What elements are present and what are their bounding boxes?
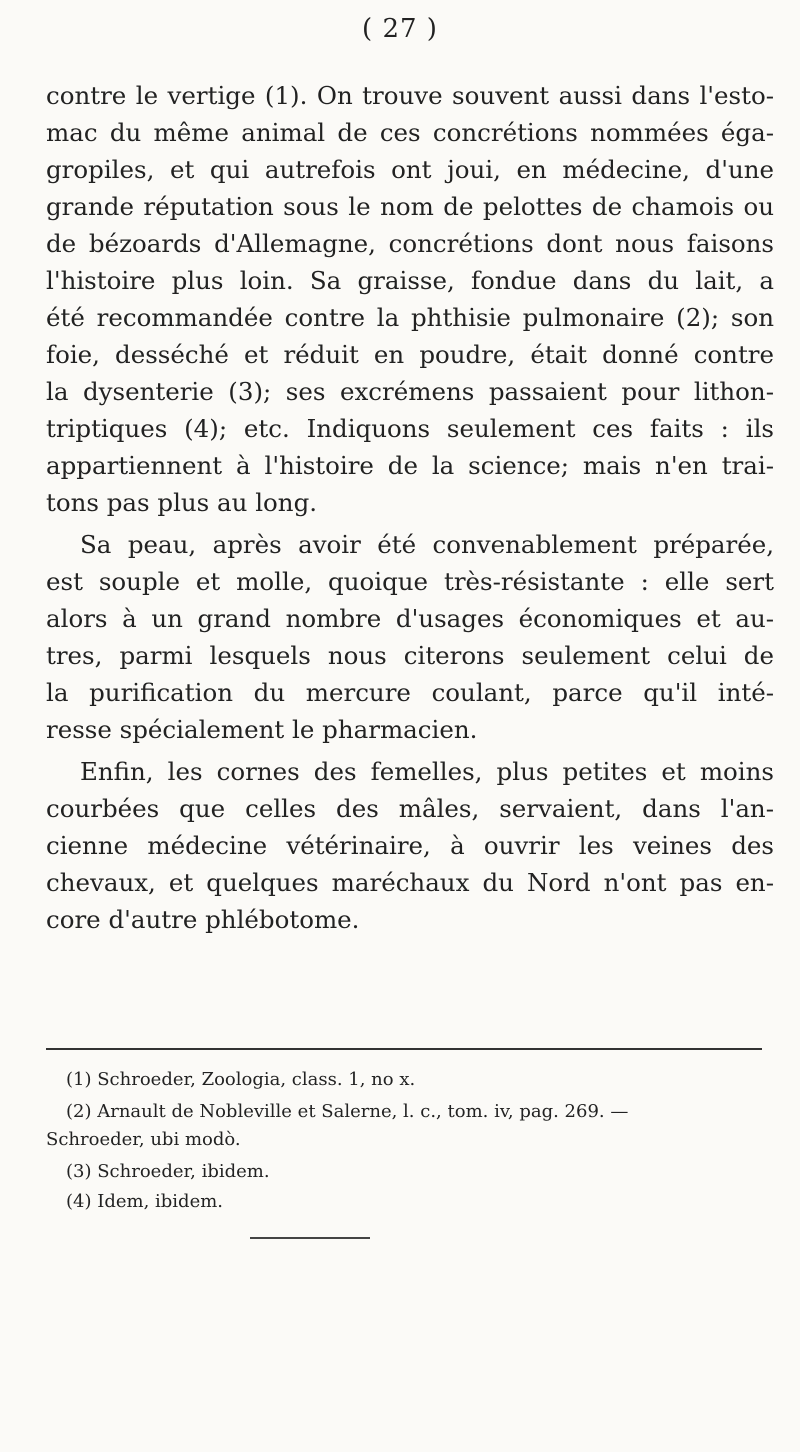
text-line: est souple et molle, quoique très-résistante : elle sert <box>46 567 774 596</box>
text-line: gropiles, et qui autrefois ont joui, en médecine, d'une <box>46 155 774 184</box>
footnote-continuation: Schroeder, ubi modò. <box>46 1129 241 1150</box>
text-line: resse spécialement le pharmacien. <box>46 715 478 744</box>
text-line: la purification du mercure coulant, parce qu'il inté- <box>46 678 774 707</box>
text-line: de bézoards d'Allemagne, concrétions dont nous faisons <box>46 229 774 258</box>
text-line: cienne médecine vétérinaire, à ouvrir les veines des <box>46 831 774 860</box>
text-line: tres, parmi lesquels nous citerons seulement celui de <box>46 641 774 670</box>
footnote: (4) Idem, ibidem. <box>66 1191 224 1212</box>
text-line: Enfin, les cornes des femelles, plus petites et moins <box>80 757 774 786</box>
footnote: (1) Schroeder, Zoologia, class. 1, no x. <box>66 1069 416 1090</box>
text-line: l'histoire plus loin. Sa graisse, fondue dans du lait, a <box>46 266 774 295</box>
footnote-divider <box>46 1048 762 1050</box>
text-line: core d'autre phlébotome. <box>46 905 360 934</box>
text-line: la dysenterie (3); ses excrémens passaient pour lithon- <box>46 377 774 406</box>
bottom-ornament-rule <box>250 1237 370 1239</box>
text-line: triptiques (4); etc. Indiquons seulement ces faits : ils <box>46 414 774 443</box>
text-line: foie, desséché et réduit en poudre, était donné contre <box>46 340 774 369</box>
text-line: contre le vertige (1). On trouve souvent aussi dans l'esto- <box>46 81 774 110</box>
text-line: Sa peau, après avoir été convenablement préparée, <box>80 530 774 559</box>
text-line: été recommandée contre la phthisie pulmonaire (2); son <box>46 303 774 332</box>
footnote: (2) Arnault de Nobleville et Salerne, l. c., tom. iv, pag. 269. — <box>66 1101 629 1122</box>
text-line: alors à un grand nombre d'usages économiques et au- <box>46 604 774 633</box>
text-line: mac du même animal de ces concrétions nommées éga- <box>46 118 774 147</box>
page-number: ( 27 ) <box>362 14 438 44</box>
text-line: chevaux, et quelques maréchaux du Nord n'ont pas en- <box>46 868 774 897</box>
text-line: tons pas plus au long. <box>46 488 318 517</box>
footnote: (3) Schroeder, ibidem. <box>66 1161 270 1182</box>
text-line: courbées que celles des mâles, servaient, dans l'an- <box>46 794 774 823</box>
text-line: appartiennent à l'histoire de la science; mais n'en trai- <box>46 451 774 480</box>
text-line: grande réputation sous le nom de pelottes de chamois ou <box>46 192 774 221</box>
